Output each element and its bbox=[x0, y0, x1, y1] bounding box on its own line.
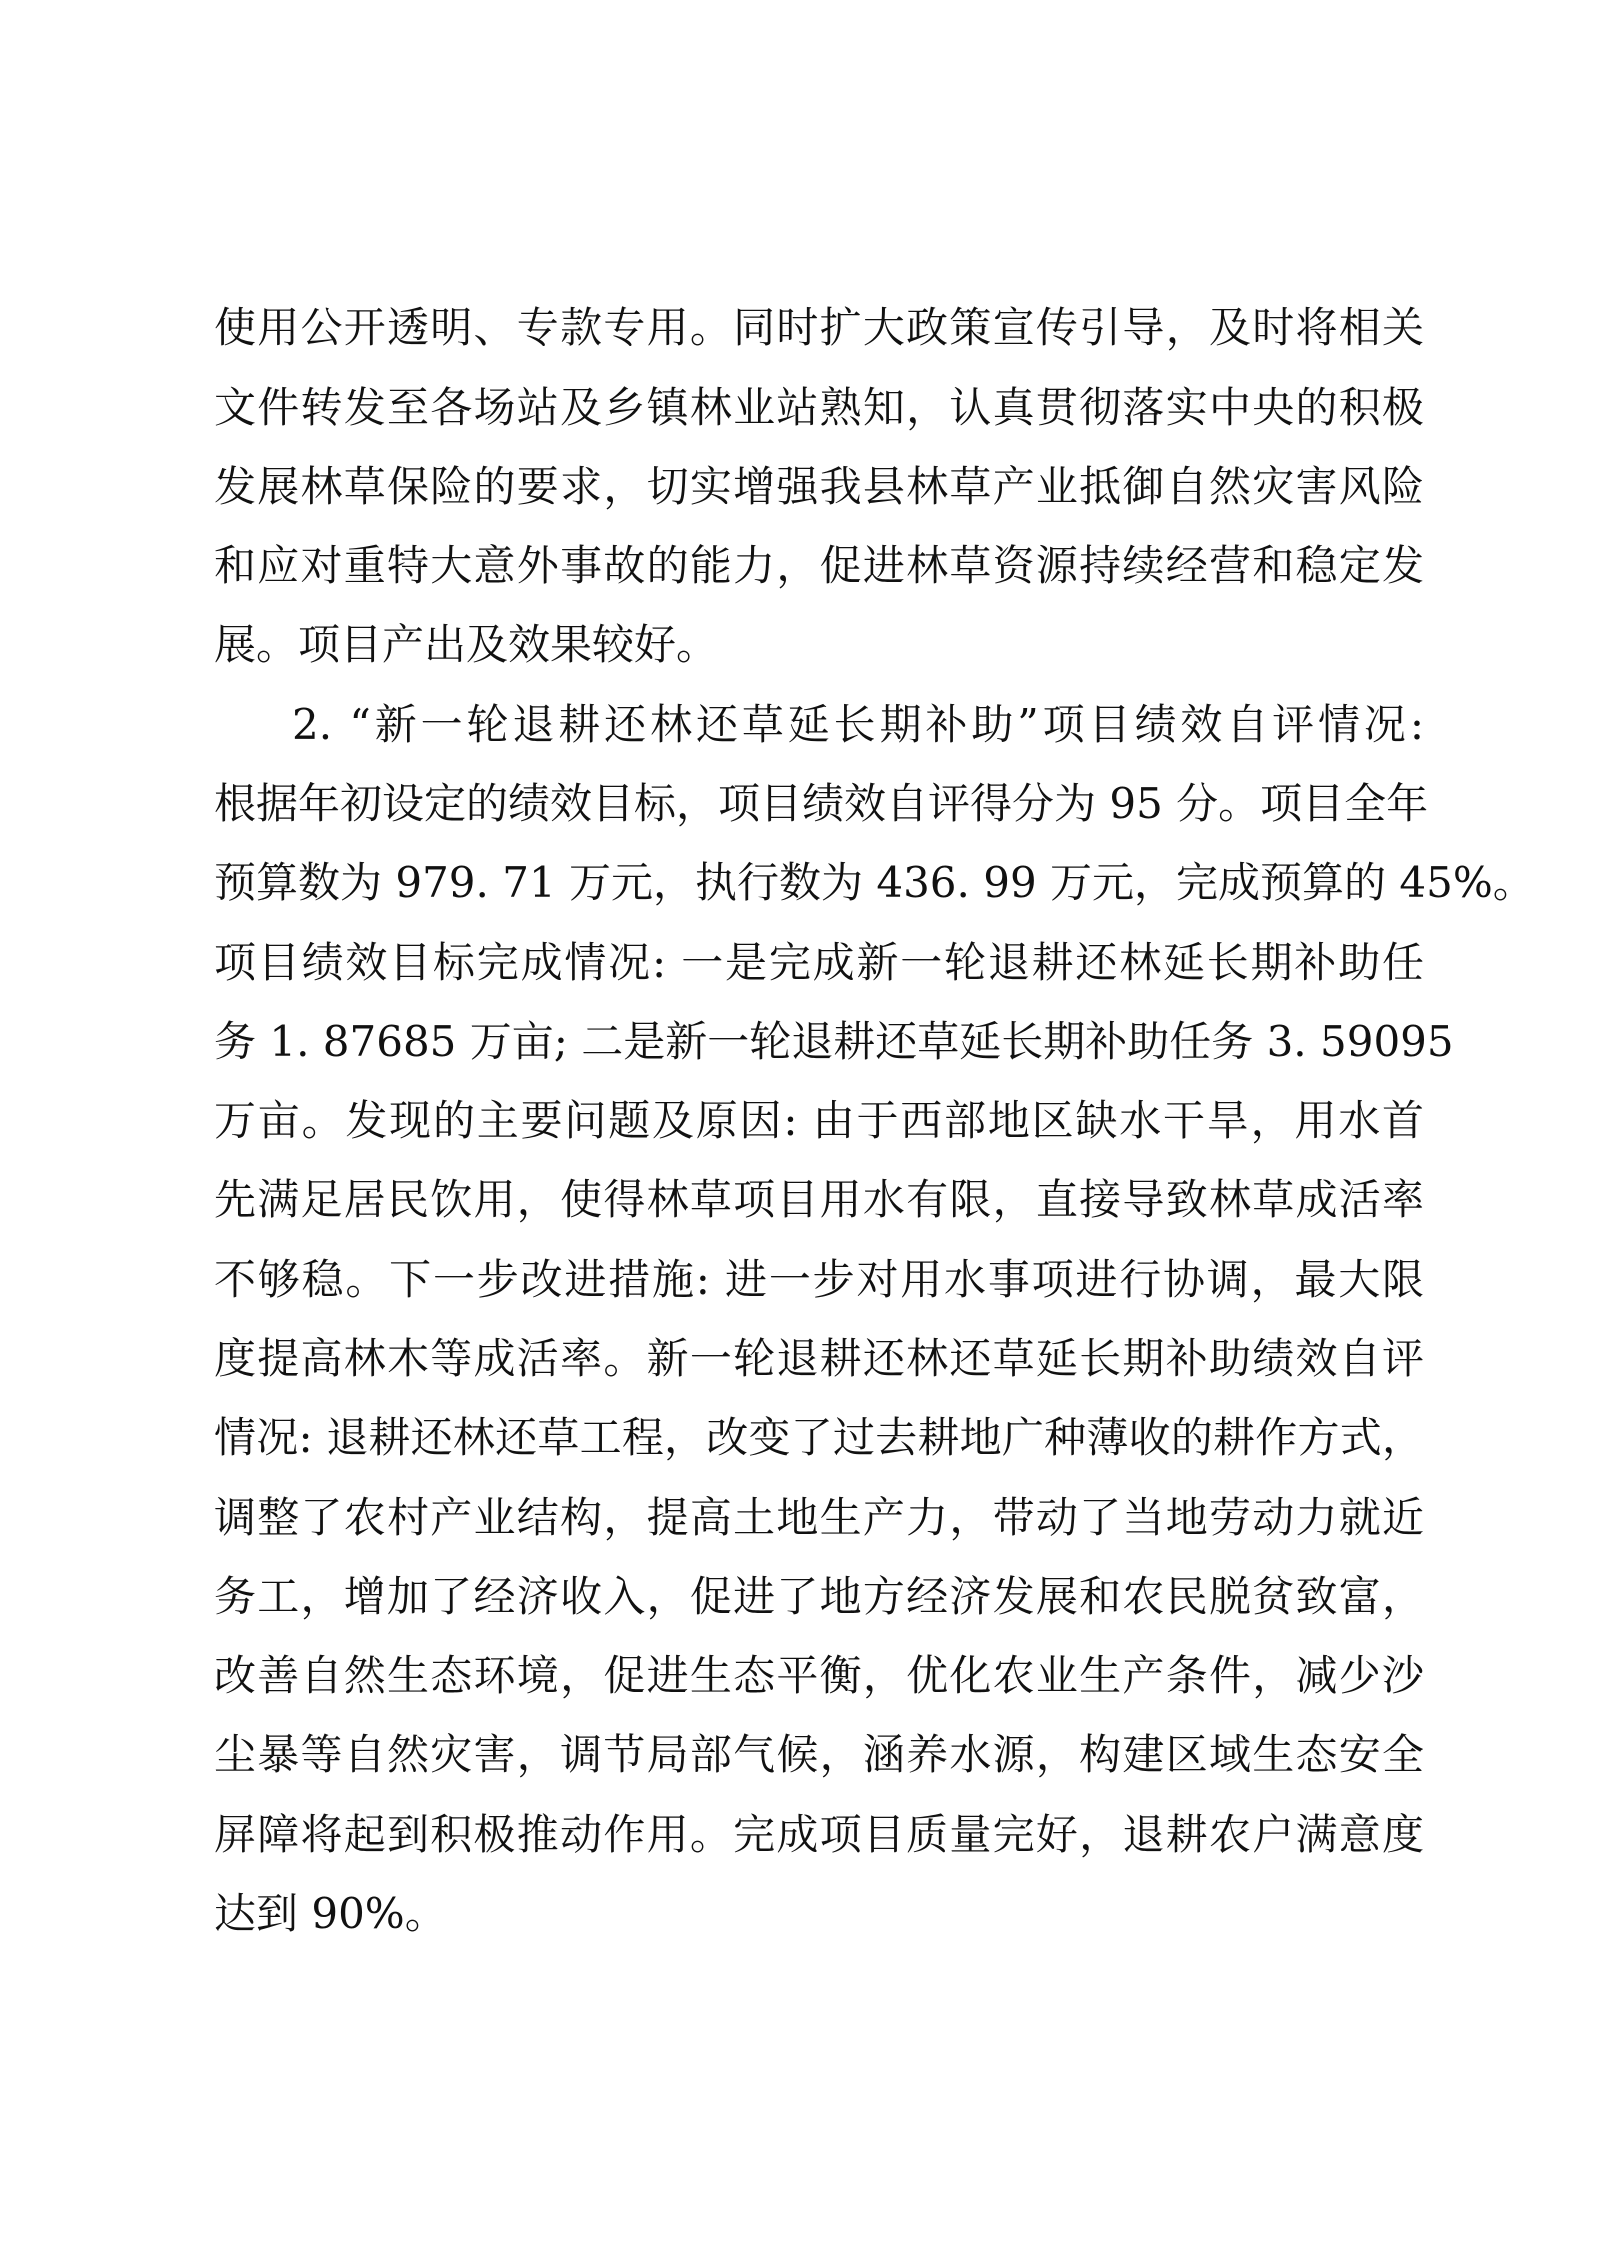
text-line: 改善自然生态环境，促进生态平衡，优化农业生产条件，减少沙 bbox=[214, 1651, 1424, 1700]
text-line: 发展林草保险的要求，切实增强我县林草产业抵御自然灾害风险 bbox=[214, 462, 1424, 511]
text-line: 屏障将起到积极推动作用。完成项目质量完好，退耕农户满意度 bbox=[214, 1810, 1424, 1859]
text-line: 展。项目产出及效果较好。 bbox=[214, 620, 719, 669]
text-line: 调整了农村产业结构，提高土地生产力，带动了当地劳动力就近 bbox=[214, 1493, 1424, 1542]
text-line: 务 1. 87685 万亩; 二是新一轮退耕还草延长期补助任务 3. 59095 bbox=[214, 1017, 1454, 1066]
text-line: 度提高林木等成活率。新一轮退耕还林还草延长期补助绩效自评 bbox=[214, 1334, 1424, 1383]
text-line: 使用公开透明、专款专用。同时扩大政策宣传引导，及时将相关 bbox=[214, 303, 1424, 352]
text-line: 和应对重特大意外事故的能力，促进林草资源持续经营和稳定发 bbox=[214, 541, 1424, 590]
text-line: 万亩。发现的主要问题及原因: 由于西部地区缺水干旱，用水首 bbox=[214, 1096, 1424, 1145]
text-line: 项目绩效目标完成情况: 一是完成新一轮退耕还林延长期补助任 bbox=[214, 938, 1424, 987]
text-line: 不够稳。下一步改进措施: 进一步对用水事项进行协调，最大限 bbox=[214, 1255, 1424, 1304]
text-line: 文件转发至各场站及乡镇林业站熟知，认真贯彻落实中央的积极 bbox=[214, 383, 1424, 432]
text-line: 达到 90%。 bbox=[214, 1889, 447, 1938]
text-line: 务工，增加了经济收入，促进了地方经济发展和农民脱贫致富， bbox=[214, 1572, 1424, 1621]
text-line: 情况: 退耕还林还草工程，改变了过去耕地广种薄收的耕作方式， bbox=[214, 1413, 1424, 1462]
text-line: 预算数为 979. 71 万元，执行数为 436. 99 万元，完成预算的 45%。 bbox=[214, 858, 1535, 907]
text-line: 根据年初设定的绩效目标，项目绩效自评得分为 95 分。项目全年 bbox=[214, 779, 1429, 828]
text-line: 尘暴等自然灾害，调节局部气候，涵养水源，构建区域生态安全 bbox=[214, 1730, 1424, 1779]
text-line: 先满足居民饮用，使得林草项目用水有限，直接导致林草成活率 bbox=[214, 1175, 1424, 1224]
section-heading-line: 2. “新一轮退耕还林还草延长期补助”项目绩效自评情况: bbox=[292, 700, 1424, 749]
